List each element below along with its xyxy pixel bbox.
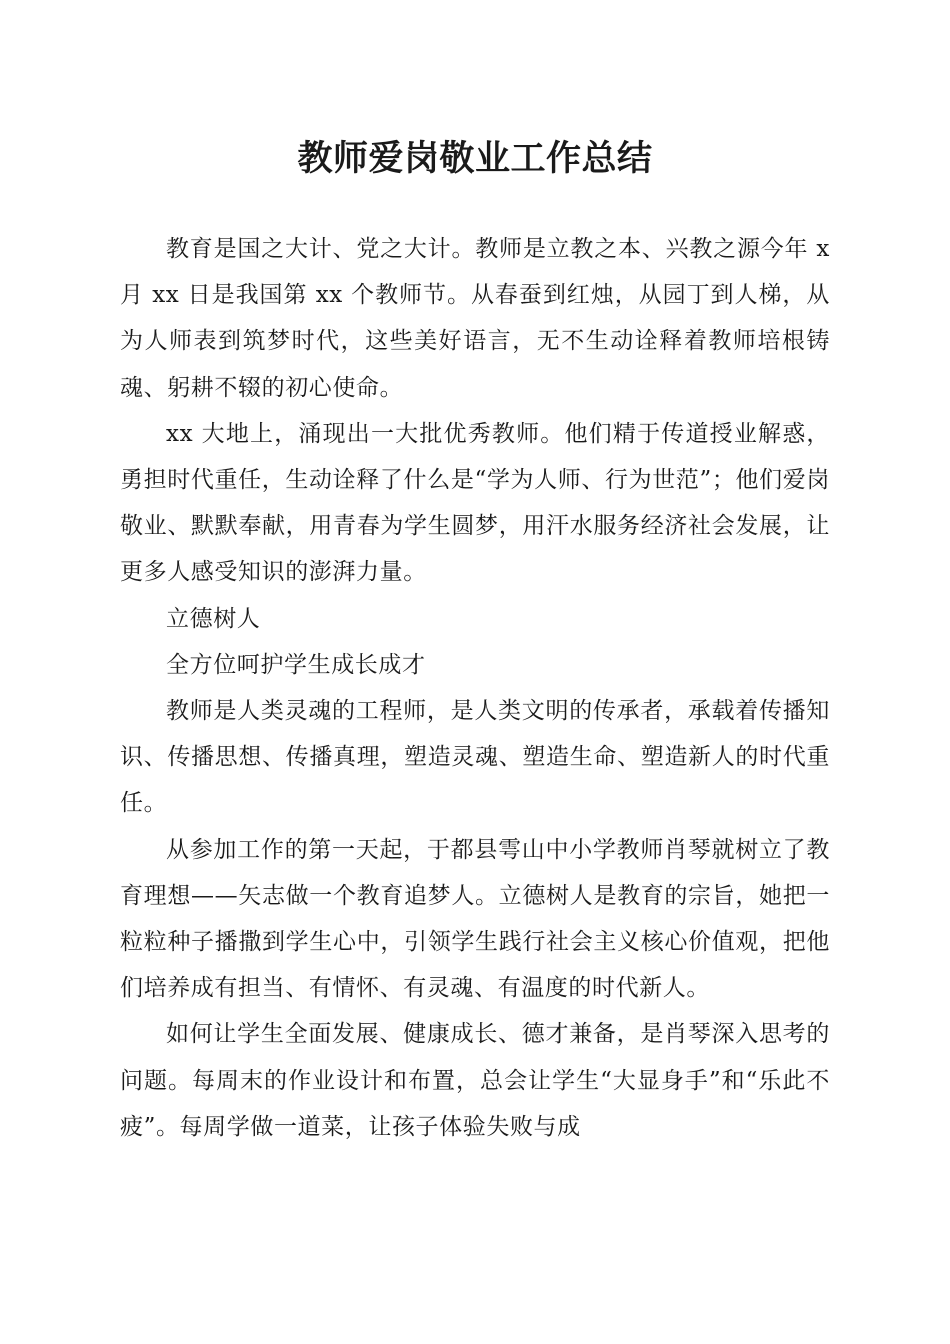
paragraph-intro: 教育是国之大计、党之大计。教师是立教之本、兴教之源今年 x 月 xx 日是我国第 xx 个教师节。从春蚕到红烛，从园丁到人梯，从为人师表到筑梦时代，这些美好语言，无不生动诠释着教师培根铸魂、躬耕不辍的初心使命。 [120,236,830,401]
section-subheading: 全方位呵护学生成长成才 [166,651,426,678]
paragraph-excellent-teachers: xx 大地上，涌现出一大批优秀教师。他们精于传道授业解惑，勇担时代重任，生动诠释了什么是“学为人师、行为世范”；他们爱岗敬业、默默奉献，用青春为学生圆梦，用汗水服务经济社会发展，让更多人感受知识的澎湃力量。 [120,420,830,586]
paragraph-soul-engineers: 教师是人类灵魂的工程师，是人类文明的传承者，承载着传播知识、传播思想、传播真理，塑造灵魂、塑造生命、塑造新人的时代重任。 [120,698,830,817]
document-title: 教师爱岗敬业工作总结 [297,138,653,179]
section-heading: 立德树人 [166,605,261,632]
paragraph-xiao-qin-ideal: 从参加工作的第一天起，于都县雩山中小学教师肖琴就树立了教育理想——矢志做一个教育追梦人。立德树人是教育的宗旨，她把一粒粒种子播撒到学生心中，引领学生践行社会主义核心价值观，把他们培养成有担当、有情怀、有灵魂、有温度的时代新人。 [120,836,830,1002]
paragraph-xiao-qin-practice: 如何让学生全面发展、健康成长、德才兼备，是肖琴深入思考的问题。每周末的作业设计和布置，总会让学生“大显身手”和“乐此不疲”。每周学做一道菜，让孩子体验失败与成 [120,1021,830,1140]
document-body [120,226,830,1150]
